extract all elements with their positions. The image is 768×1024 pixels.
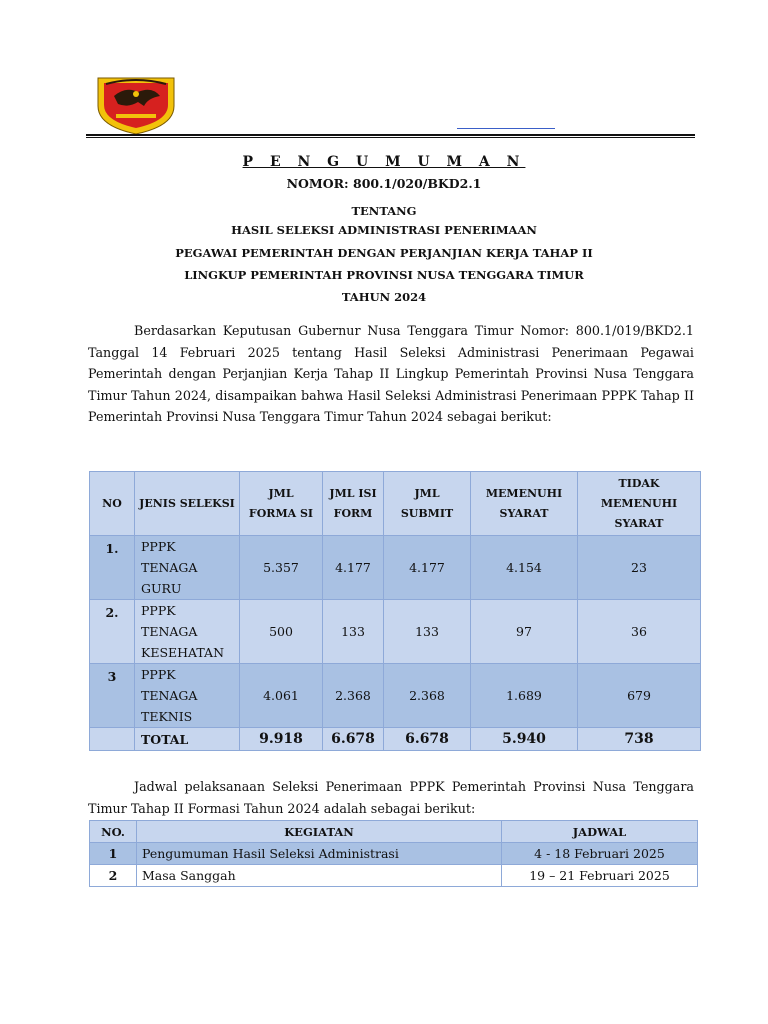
heading-line-3: LINGKUP PEMERINTAH PROVINSI NUSA TENGGARA TIMUR (184, 268, 584, 282)
announcement-number: NOMOR: 800.1/020/BKD2.1 (286, 176, 482, 191)
col-tidak: TIDAK MEMENUHI SYARAT (578, 472, 701, 536)
table-row (90, 865, 698, 887)
table-row (90, 843, 698, 865)
row-formasi: 500 (240, 600, 323, 664)
heading-line-4: TAHUN 2024 (341, 290, 427, 304)
schedule-jadwal: 19 – 21 Februari 2025 (502, 865, 698, 887)
table-row (90, 536, 701, 600)
schedule-paragraph (88, 776, 694, 819)
results-table (89, 471, 701, 751)
schedule-table (89, 820, 698, 887)
row-isi-form: 2.368 (323, 664, 384, 728)
schedule-no: 2 (90, 865, 137, 887)
col-kegiatan: KEGIATAN (137, 821, 502, 843)
row-formasi: 5.357 (240, 536, 323, 600)
col-no: NO. (90, 821, 137, 843)
col-no: NO (90, 472, 135, 536)
intro-paragraph (88, 320, 694, 428)
heading-line-1: HASIL SELEKSI ADMINISTRASI PENERIMAAN (231, 223, 537, 237)
col-jadwal: JADWAL (502, 821, 698, 843)
row-memenuhi: 97 (471, 600, 578, 664)
col-submit: JML SUBMIT (384, 472, 471, 536)
table-row (90, 600, 701, 664)
row-submit: 2.368 (384, 664, 471, 728)
tentang-label: TENTANG (351, 204, 417, 218)
col-formasi: JML FORMA SI (240, 472, 323, 536)
schedule-paragraph-text: Jadwal pelaksanaan Seleksi Penerimaan PPPK Pemerintah Provinsi Nusa Tenggara Timur Tahap II Formasi Tahun 2024 adalah sebagai berikut: (88, 779, 694, 816)
results-header-row (90, 472, 701, 536)
row-tidak: 679 (578, 664, 701, 728)
intro-paragraph-text: Berdasarkan Keputusan Gubernur Nusa Tenggara Timur Nomor: 800.1/019/BKD2.1 Tanggal 14 Februari 2025 tentang Hasil Seleksi Administrasi Penerimaan Pegawai Pemerintah dengan Perjanjian Kerja Tahap II Lingkup Pemerintah Provinsi Nusa Tenggara Timur Tahun 2024, disampaikan bahwa Hasil Seleksi Administrasi Penerimaan PPPK Tahap II Pemerintah Provinsi Nusa Tenggara Timur Tahun 2024 sebagai berikut: (88, 323, 694, 425)
row-jenis: PPPK TENAGA TEKNIS (135, 664, 240, 728)
total-isi-form: 6.678 (323, 728, 384, 751)
announcement-title: P E N G U M U M A N (242, 154, 526, 170)
total-no (90, 728, 135, 751)
total-formasi: 9.918 (240, 728, 323, 751)
heading-line-2: PEGAWAI PEMERINTAH DENGAN PERJANJIAN KERJA TAHAP II (175, 246, 593, 260)
row-tidak: 36 (578, 600, 701, 664)
row-formasi: 4.061 (240, 664, 323, 728)
col-isi-form: JML ISI FORM (323, 472, 384, 536)
row-memenuhi: 1.689 (471, 664, 578, 728)
schedule-no: 1 (90, 843, 137, 865)
row-submit: 4.177 (384, 536, 471, 600)
total-tidak: 738 (578, 728, 701, 751)
row-isi-form: 133 (323, 600, 384, 664)
total-label: TOTAL (135, 728, 240, 751)
header-divider (86, 134, 695, 136)
total-submit: 6.678 (384, 728, 471, 751)
row-tidak: 23 (578, 536, 701, 600)
row-memenuhi: 4.154 (471, 536, 578, 600)
total-memenuhi: 5.940 (471, 728, 578, 751)
schedule-header-row (90, 821, 698, 843)
row-no: 2. (90, 600, 135, 664)
row-no: 3 (90, 664, 135, 728)
schedule-kegiatan: Masa Sanggah (137, 865, 502, 887)
col-jenis: JENIS SELEKSI (135, 472, 240, 536)
row-no: 1. (90, 536, 135, 600)
total-row (90, 728, 701, 751)
schedule-kegiatan: Pengumuman Hasil Seleksi Administrasi (137, 843, 502, 865)
row-jenis: PPPK TENAGA GURU (135, 536, 240, 600)
schedule-jadwal: 4 - 18 Februari 2025 (502, 843, 698, 865)
col-memenuhi: MEMENUHI SYARAT (471, 472, 578, 536)
table-row (90, 664, 701, 728)
blue-underline-mark (457, 128, 555, 129)
row-jenis: PPPK TENAGA KESEHATAN (135, 600, 240, 664)
row-submit: 133 (384, 600, 471, 664)
row-isi-form: 4.177 (323, 536, 384, 600)
header-divider-thin (86, 137, 695, 138)
province-crest-logo (94, 74, 178, 136)
